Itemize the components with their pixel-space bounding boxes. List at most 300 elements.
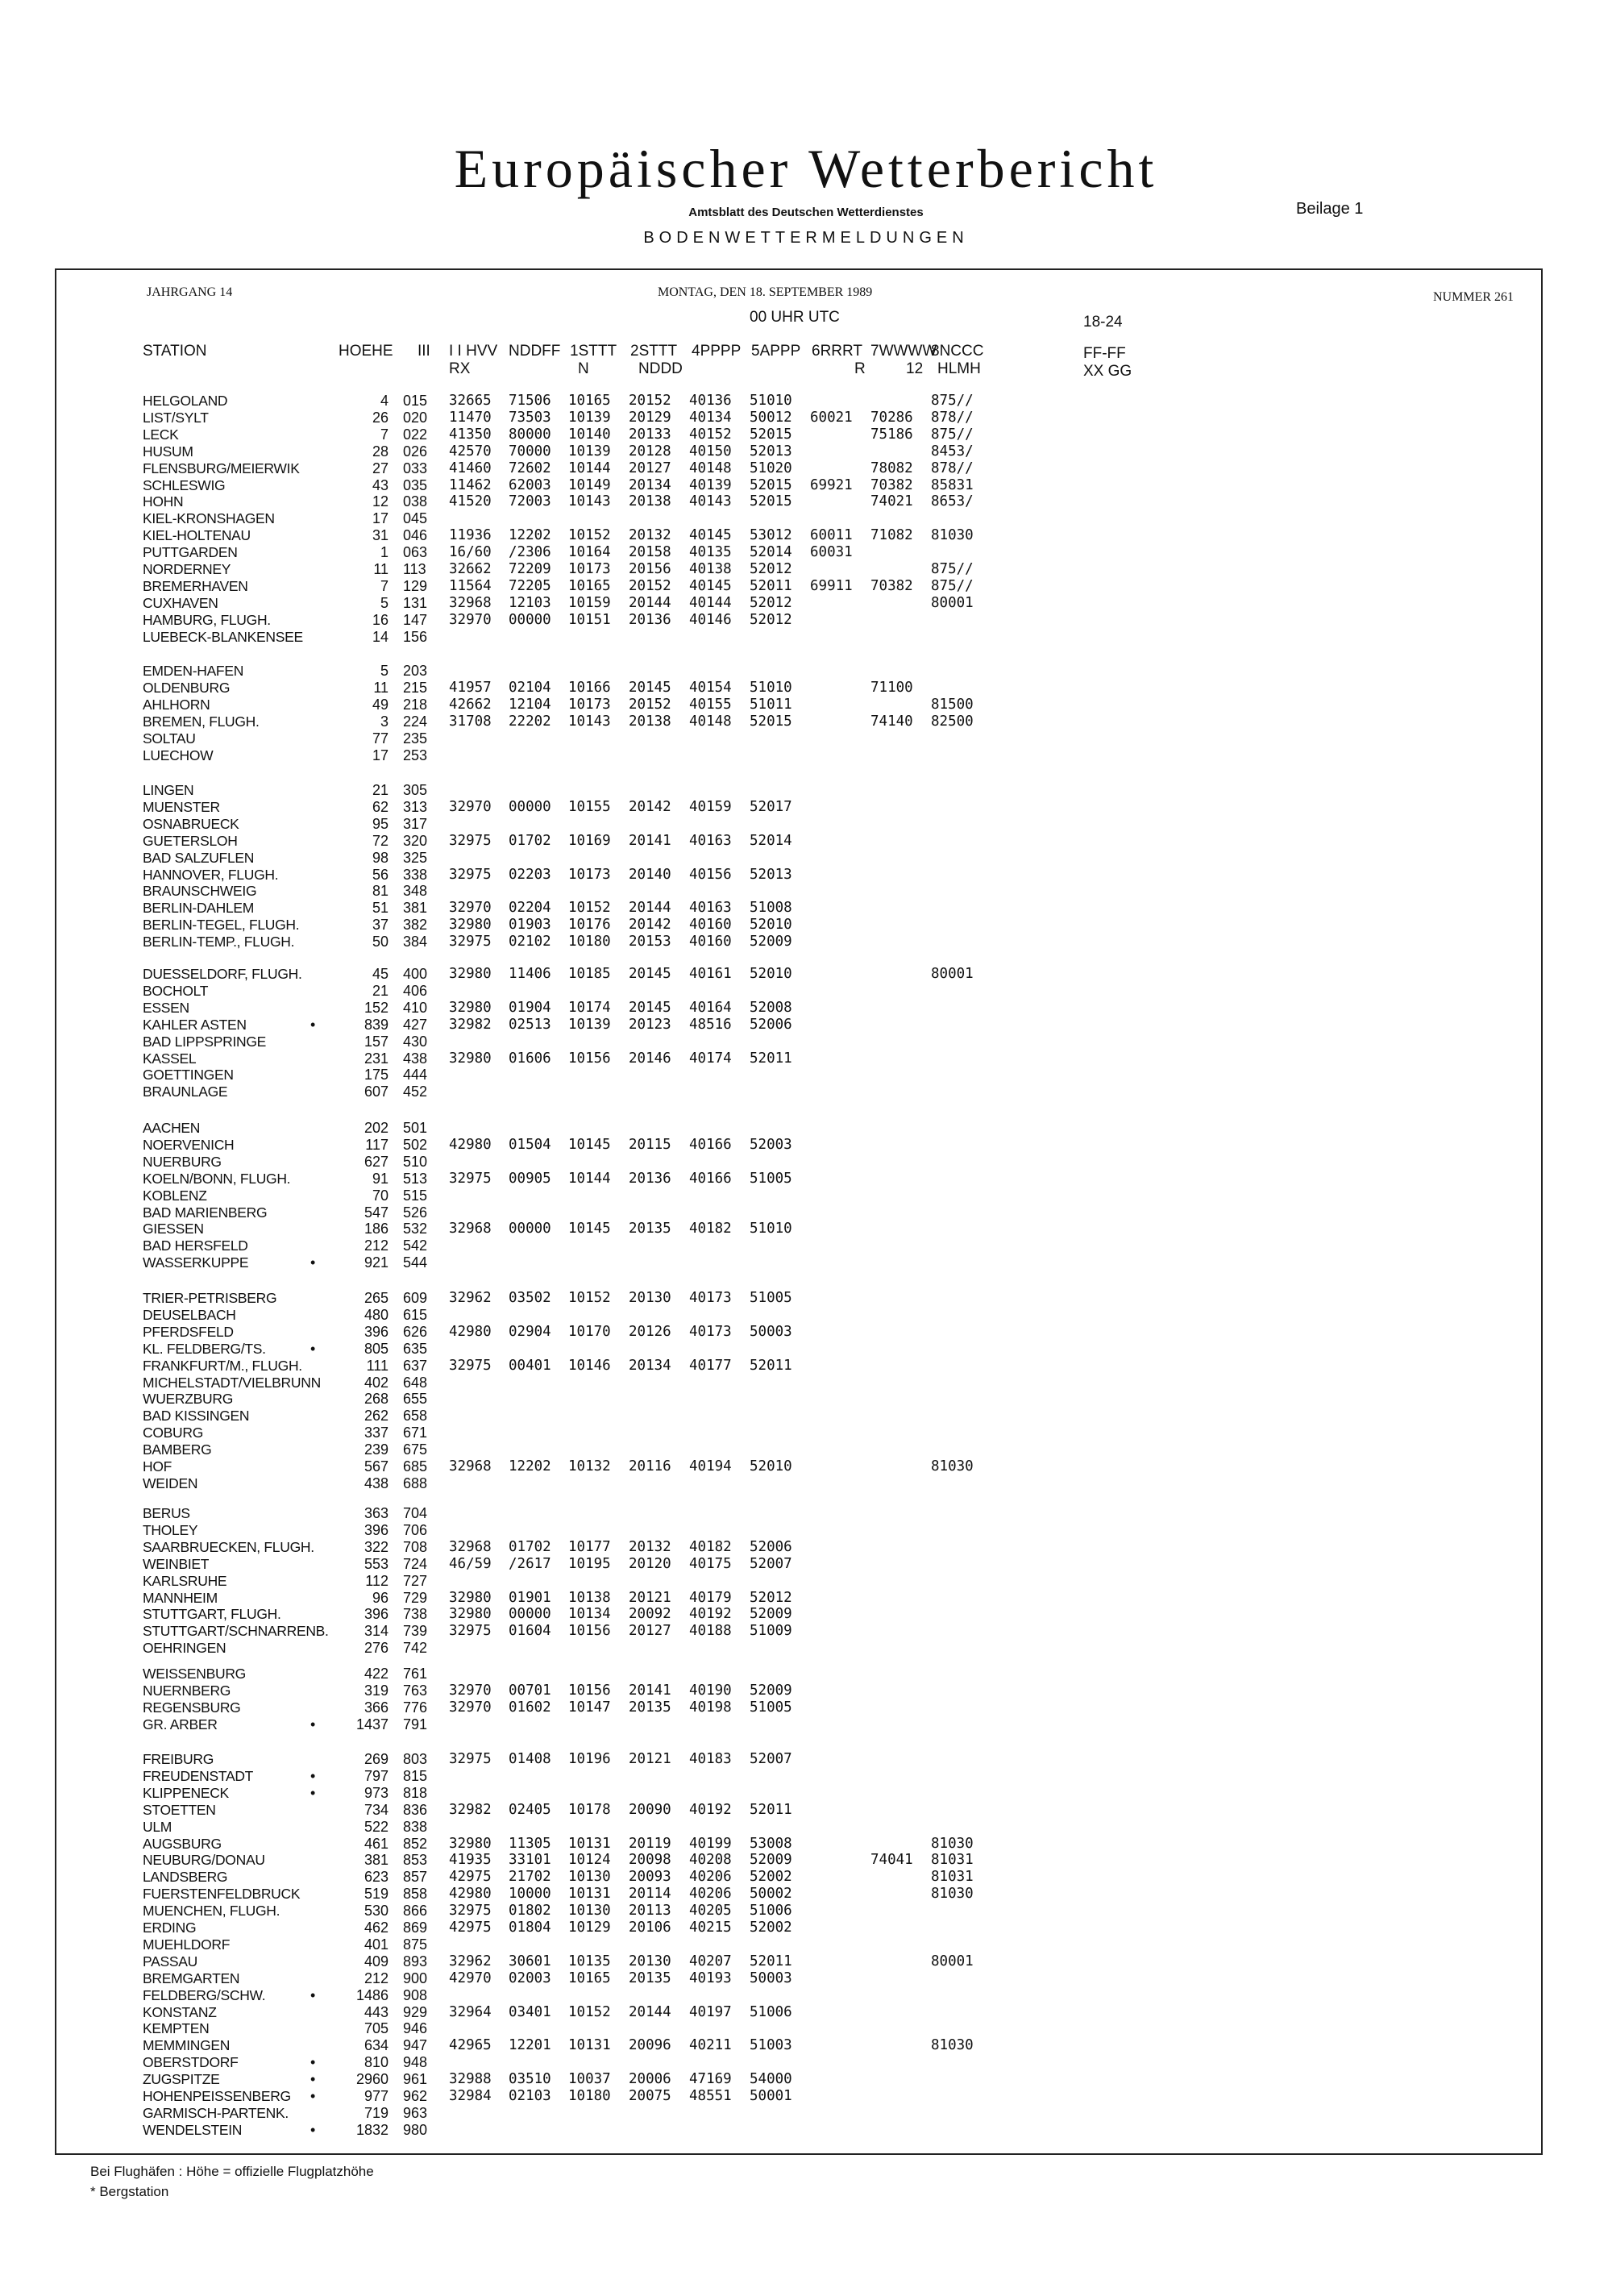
table-row [0,1802,1612,1819]
station-hoehe: 705 [364,2020,388,2037]
code-group: 40199 [689,1835,732,1852]
station-name: SCHLESWIG [143,476,226,493]
code-group: 20123 [629,1016,671,1033]
station-name: FELDBERG/SCHW. [143,1986,266,2003]
code-group: 71506 [509,393,551,409]
table-row [0,1987,1612,2004]
code-group: 60021 [810,409,853,426]
station-name: GIESSEN [143,1221,204,1237]
table-row [0,782,1612,799]
code-group: 10180 [568,934,611,950]
code-group: 40215 [689,1920,732,1936]
column-header-hoehe: HOEHE [339,343,393,360]
station-name: NUERBURG [143,1153,222,1170]
code-group: 10147 [568,1699,611,1716]
code-group: 80001 [931,966,974,982]
code-group: 50012 [750,409,792,426]
code-group: 52015 [750,426,792,443]
code-group: 20153 [629,934,671,950]
code-group: 40152 [689,426,732,443]
table-row [0,1441,1612,1458]
code-group: 22202 [509,713,551,730]
code-group: 10149 [568,476,611,493]
code-group: 47169 [689,2071,732,2088]
station-id: 615 [403,1306,428,1323]
code-group: 32970 [449,1699,492,1716]
code-group: 40163 [689,900,732,917]
station-name: STUTTGART/SCHNARRENB. [143,1623,329,1640]
code-group: 10177 [568,1538,611,1555]
table-row [0,1666,1612,1682]
code-group: 875// [931,577,974,594]
station-hoehe: 314 [364,1623,388,1640]
table-row [0,1000,1612,1017]
table-row [0,1886,1612,1903]
station-name: KIEL-HOLTENAU [143,527,251,544]
code-group: 32970 [449,1682,492,1699]
code-group: 20132 [629,1538,671,1555]
code-group: 41935 [449,1852,492,1869]
code-group: 51005 [750,1170,792,1187]
station-id: 675 [403,1441,428,1458]
code-group: 40208 [689,1852,732,1869]
station-name: MUENCHEN, FLUGH. [143,1903,280,1920]
code-group: 40166 [689,1136,732,1153]
table-row [0,697,1612,713]
station-name: WEINBIET [143,1555,210,1572]
station-hoehe: 402 [364,1374,388,1391]
code-group: /2306 [509,544,551,561]
code-group: 51010 [750,393,792,409]
code-group: 52014 [750,544,792,561]
bergstation-marker: • [310,1254,316,1271]
code-group: 40175 [689,1555,732,1572]
station-hoehe: 810 [364,2054,388,2071]
station-id: 384 [403,934,428,950]
table-row [0,595,1612,612]
table-row [0,917,1612,934]
code-group: 32975 [449,1170,492,1187]
code-group: 40134 [689,409,732,426]
code-group: 10135 [568,1953,611,1969]
code-group: 10134 [568,1606,611,1623]
table-row [0,1836,1612,1853]
station-id: 515 [403,1187,428,1204]
code-group: 40161 [689,966,732,982]
code-group: 10176 [568,917,611,934]
station-name: LIST/SYLT [143,409,209,426]
station-hoehe: 31 [372,527,388,544]
code-group: 32975 [449,832,492,849]
station-hoehe: 381 [364,1852,388,1869]
station-id: 063 [403,544,428,561]
station-hoehe: 50 [372,934,388,950]
station-name: STOETTEN [143,1801,216,1818]
code-group: 78082 [870,460,913,476]
station-id: 763 [403,1682,428,1699]
station-id: 224 [403,713,428,730]
code-group: 00701 [509,1682,551,1699]
table-row [0,680,1612,697]
station-id: 738 [403,1606,428,1623]
code-group: 10152 [568,2003,611,2020]
code-group: 01901 [509,1589,551,1606]
station-id: 427 [403,1016,428,1033]
code-group: 52017 [750,798,792,815]
station-name: PFERDSFELD [143,1323,234,1340]
code-group: 71082 [870,527,913,544]
station-id: 961 [403,2071,428,2088]
table-row [0,816,1612,833]
code-group: 10165 [568,1969,611,1986]
code-group: 02104 [509,679,551,696]
station-name: DUESSELDORF, FLUGH. [143,966,302,982]
code-group: 60031 [810,544,853,561]
code-group: 40197 [689,2003,732,2020]
code-group: 32662 [449,561,492,577]
table-row [0,900,1612,917]
table-row [0,1120,1612,1137]
station-id: 129 [403,577,428,594]
table-row [0,426,1612,443]
station-id: 791 [403,1716,428,1732]
code-group: 41350 [449,426,492,443]
code-group: 50001 [750,2088,792,2104]
footer-note-airports: Bei Flughäfen : Höhe = offizielle Flugplatzhöhe [90,2164,374,2179]
station-name: ESSEN [143,999,189,1016]
station-id: 038 [403,493,428,510]
table-row [0,443,1612,460]
code-group: 80001 [931,1953,974,1969]
station-hoehe: 37 [372,917,388,934]
station-hoehe: 366 [364,1699,388,1716]
code-group: 11936 [449,527,492,544]
code-group: 32980 [449,1606,492,1623]
code-group: 42570 [449,443,492,460]
column-header-g3b: N [578,360,589,377]
code-group: 71100 [870,679,913,696]
table-row [0,1970,1612,1987]
station-name: BAD HERSFELD [143,1237,248,1254]
table-row [0,1408,1612,1425]
code-group: 01904 [509,999,551,1016]
station-id: 838 [403,1818,428,1835]
station-hoehe: 396 [364,1323,388,1340]
station-hoehe: 51 [372,900,388,917]
code-group: 03502 [509,1290,551,1306]
code-group: 48551 [689,2088,732,2104]
table-row [0,1237,1612,1254]
station-name: WEIDEN [143,1475,198,1491]
code-group: 32980 [449,1589,492,1606]
station-hoehe: 16 [372,611,388,628]
station-hoehe: 363 [364,1505,388,1521]
code-group: 52011 [750,1953,792,1969]
code-group: 10156 [568,1682,611,1699]
code-group: 32980 [449,917,492,934]
table-row [0,1391,1612,1408]
code-group: 42965 [449,2037,492,2054]
code-group: 10173 [568,866,611,883]
code-group: 01804 [509,1920,551,1936]
station-hoehe: 11 [373,561,388,577]
code-group: 52009 [750,934,792,950]
station-hoehe: 262 [364,1408,388,1425]
column-header-g6: 5APPP [751,343,801,360]
station-id: 045 [403,510,428,527]
bergstation-marker: • [310,1016,316,1033]
station-name: NORDERNEY [143,561,231,577]
station-id: 853 [403,1852,428,1869]
station-id: 147 [403,611,428,628]
code-group: 82500 [931,713,974,730]
column-header-g5: 4PPPP [692,343,742,360]
code-group: 10130 [568,1903,611,1920]
table-row [0,2037,1612,2054]
station-hoehe: 276 [364,1640,388,1657]
table-row [0,2004,1612,2021]
code-group: 20113 [629,1903,671,1920]
station-id: 131 [403,594,428,611]
table-row [0,1307,1612,1324]
code-group: 42970 [449,1969,492,1986]
code-group: 52012 [750,561,792,577]
code-group: 20130 [629,1290,671,1306]
station-id: 305 [403,782,428,798]
station-hoehe: 7 [380,426,388,443]
jahrgang-label: JAHRGANG 14 [147,285,233,299]
code-group: 02103 [509,2088,551,2104]
code-group: 20130 [629,1953,671,1969]
station-name: BRAUNLAGE [143,1084,228,1100]
station-hoehe: 21 [372,782,388,798]
code-group: 20121 [629,1589,671,1606]
column-header-g9: 8NCCC [931,343,984,360]
code-group: 875// [931,393,974,409]
station-name: MEMMINGEN [143,2037,231,2054]
station-name: AUGSBURG [143,1835,222,1852]
column-header-g3: 1STTT [570,343,617,360]
table-row [0,410,1612,426]
code-group: 74041 [870,1852,913,1869]
table-row [0,2088,1612,2105]
table-row [0,1920,1612,1936]
station-name: LINGEN [143,782,194,798]
table-row [0,1341,1612,1358]
code-group: 60011 [810,527,853,544]
code-group: 40198 [689,1699,732,1716]
code-group: 40155 [689,696,732,713]
station-hoehe: 11 [373,679,388,696]
code-group: 40177 [689,1357,732,1374]
station-hoehe: 480 [364,1306,388,1323]
table-row [0,1017,1612,1034]
column-header-iii: III [418,343,430,360]
code-group: 11406 [509,966,551,982]
station-hoehe: 396 [364,1606,388,1623]
station-hoehe: 1486 [355,1986,388,2003]
code-group: 20152 [629,577,671,594]
code-group: 03401 [509,2003,551,2020]
station-name: NOERVENICH [143,1136,235,1153]
station-id: 866 [403,1903,428,1920]
station-name: GARMISCH-PARTENK. [143,2104,289,2121]
station-id: 729 [403,1589,428,1606]
code-group: 40143 [689,493,732,510]
code-group: 20138 [629,493,671,510]
code-group: 40166 [689,1170,732,1187]
table-row [0,1188,1612,1204]
code-group: 20120 [629,1555,671,1572]
station-name: HOHENPEISSENBERG [143,2088,291,2104]
station-id: 438 [403,1050,428,1067]
table-row [0,983,1612,1000]
code-group: 10143 [568,493,611,510]
code-group: 40136 [689,393,732,409]
station-id: 655 [403,1391,428,1408]
station-name: GR. ARBER [143,1716,218,1732]
bergstation-marker: • [310,2121,316,2138]
code-group: 10180 [568,2088,611,2104]
code-group: 52015 [750,476,792,493]
code-group: 10173 [568,696,611,713]
code-group: 20134 [629,476,671,493]
column-header-g8b: 12 [906,360,924,377]
station-id: 648 [403,1374,428,1391]
code-group: 32968 [449,1538,492,1555]
code-group: 40144 [689,594,732,611]
station-name: NEUBURG/DONAU [143,1852,265,1869]
station-name: BAD LIPPSPRINGE [143,1033,267,1050]
table-row [0,393,1612,410]
station-hoehe: 202 [364,1120,388,1136]
station-name: ERDING [143,1920,197,1936]
code-group: 32970 [449,900,492,917]
station-hoehe: 265 [364,1290,388,1306]
table-row [0,2020,1612,2037]
table-row [0,883,1612,900]
table-row [0,1375,1612,1391]
station-hoehe: 56 [372,866,388,883]
code-group: 33101 [509,1852,551,1869]
code-group: 51006 [750,2003,792,2020]
station-hoehe: 49 [372,696,388,713]
station-id: 015 [403,393,428,409]
code-group: 10131 [568,1835,611,1852]
table-row [0,1590,1612,1607]
station-name: EMDEN-HAFEN [143,663,244,679]
code-group: 20142 [629,917,671,934]
station-name: BERLIN-TEMP., FLUGH. [143,934,295,950]
station-hoehe: 396 [364,1521,388,1538]
station-id: 980 [403,2121,428,2138]
code-group: 32970 [449,798,492,815]
station-hoehe: 438 [364,1475,388,1491]
station-name: TRIER-PETRISBERG [143,1290,277,1306]
station-id: 026 [403,443,428,460]
table-row [0,1522,1612,1539]
code-group: 10138 [568,1589,611,1606]
table-row [0,1050,1612,1067]
station-hoehe: 623 [364,1869,388,1886]
station-hoehe: 268 [364,1391,388,1408]
station-hoehe: 634 [364,2037,388,2054]
station-id: 317 [403,815,428,832]
code-group: 42975 [449,1920,492,1936]
station-id: 739 [403,1623,428,1640]
table-row [0,578,1612,595]
station-id: 452 [403,1084,428,1100]
code-group: 01408 [509,1751,551,1767]
code-group: 72209 [509,561,551,577]
station-hoehe: 98 [372,849,388,866]
station-name: MUENSTER [143,798,220,815]
station-name: BERLIN-TEGEL, FLUGH. [143,917,300,934]
table-row [0,1936,1612,1953]
station-hoehe: 62 [372,798,388,815]
code-group: 42662 [449,696,492,713]
station-name: OSNABRUECK [143,815,239,832]
table-row [0,1221,1612,1237]
code-group: 11305 [509,1835,551,1852]
table-row [0,1785,1612,1802]
code-group: 20141 [629,1682,671,1699]
code-group: 10143 [568,713,611,730]
station-id: 020 [403,409,428,426]
table-row [0,1154,1612,1171]
code-group: 32984 [449,2088,492,2104]
station-name: FUERSTENFELDBRUCK [143,1886,301,1903]
code-group: 52002 [750,1920,792,1936]
table-row [0,799,1612,816]
code-group: 52009 [750,1682,792,1699]
code-group: 21702 [509,1869,551,1886]
code-group: 20144 [629,2003,671,2020]
station-name: OBERSTDORF [143,2054,239,2071]
station-id: 501 [403,1120,428,1136]
code-group: 20135 [629,1699,671,1716]
code-group: 52011 [750,1357,792,1374]
page-title: Europäischer Wetterbericht [454,138,1158,199]
code-group: 42980 [449,1323,492,1340]
station-hoehe: 269 [364,1751,388,1767]
page-subtitle: Amtsblatt des Deutschen Wetterdienstes [688,206,924,219]
code-group: 10155 [568,798,611,815]
code-group: 10170 [568,1323,611,1340]
beilage-label: Beilage 1 [1296,200,1364,218]
code-group: 40194 [689,1458,732,1475]
code-group: 52010 [750,1458,792,1475]
code-group: 40148 [689,713,732,730]
code-group: 01602 [509,1699,551,1716]
code-group: 72602 [509,460,551,476]
code-group: 01604 [509,1623,551,1640]
code-group: 20136 [629,1170,671,1187]
station-hoehe: 973 [364,1784,388,1801]
code-group: 10144 [568,460,611,476]
station-id: 852 [403,1835,428,1852]
code-group: 10131 [568,1886,611,1903]
code-group: 51010 [750,1221,792,1237]
code-group: 31708 [449,713,492,730]
code-group: 52012 [750,594,792,611]
station-name: BRAUNSCHWEIG [143,883,257,900]
code-group: 10000 [509,1886,551,1903]
code-group: 32962 [449,1290,492,1306]
station-name: LECK [143,426,179,443]
time-label: 00 UHR UTC [750,309,840,326]
code-group: 51009 [750,1623,792,1640]
